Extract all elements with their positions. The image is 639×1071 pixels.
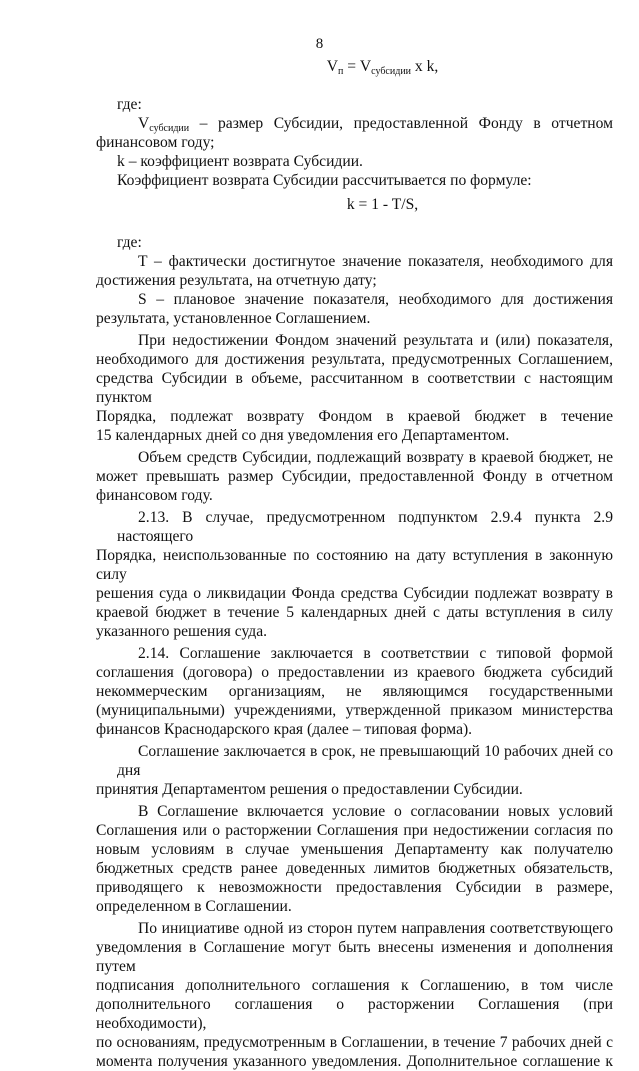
text-line: 15 календарных дней со дня уведомления его Департаментом.	[96, 427, 510, 444]
definition-t	[96, 252, 613, 290]
text-line: достижения результата, на отчетную дату;	[96, 272, 377, 289]
text-line: краевой бюджет в течение 5 календарных дней с даты вступления в силу	[96, 604, 613, 621]
text-line: принятия Департаментом решения о предоставлении Субсидии.	[96, 781, 523, 798]
text-line: приводящего к невозможности предоставления Субсидии в размере,	[96, 879, 613, 896]
text-line: соглашения (договора) о предоставлении из краевого бюджета субсидий	[96, 664, 613, 681]
definition-s	[96, 290, 613, 328]
text-line: Объем средств Субсидии, подлежащий возврату в краевой бюджет, не	[138, 449, 613, 466]
text-line: S – плановое значение показателя, необходимого для достижения	[138, 291, 613, 308]
text-line: определенном в Соглашении.	[96, 898, 292, 915]
text-line: указанного решения суда.	[96, 623, 268, 640]
where-label-1: где:	[117, 96, 142, 113]
text-line: уведомления в Соглашение могут быть внесены изменения и дополнения путем	[96, 939, 613, 975]
formula-k: k = 1 - T/S,	[346, 196, 419, 213]
paragraph-obem	[96, 448, 613, 505]
text-line: финансов Краснодарского края (далее – типовая форма).	[96, 721, 473, 738]
text-line: T – фактически достигнутое значение показателя, необходимого для	[138, 253, 613, 270]
paragraph-nondostizhenie	[96, 331, 613, 445]
text-line: При недостижении Фондом значений результата и (или) показателя,	[138, 332, 613, 349]
document-body	[96, 57, 613, 1071]
text-line: новым условиям в случае уменьшения Департаменту как получателю	[96, 841, 613, 858]
paragraph-2-13	[96, 508, 613, 641]
text-line: В Соглашение включается условие о согласовании новых условий	[138, 803, 613, 820]
text-line: Соглашения или о расторжении Соглашения при недостижении согласия по	[96, 822, 613, 839]
text-line: по основаниям, предусмотренным в Соглашении, в течение 7 рабочих дней с	[96, 1034, 613, 1051]
formula-vp: $V_п = V_{субсидии}$ x k,	[326, 58, 439, 77]
paragraph-initsiativa	[96, 919, 613, 1071]
text-line: момента получения указанного уведомления. Дополнительное соглашение к	[96, 1053, 613, 1070]
text-line: дополнительного соглашения о расторжении Соглашения (при необходимости),	[96, 996, 613, 1032]
where-label-2: где:	[117, 234, 142, 251]
text-line: Порядка, неиспользованные по состоянию на дату вступления в законную силу	[96, 547, 613, 583]
text-line: 2.14. Соглашение заключается в соответствии с типовой формой	[138, 645, 613, 662]
text-line: Соглашение заключается в срок, не превышающий 10 рабочих дней со дня	[117, 743, 613, 779]
text-line: подписания дополнительного соглашения к Соглашению, в том числе	[96, 977, 613, 994]
coefficient-intro: Коэффициент возврата Субсидии рассчитывается по формуле:	[117, 172, 532, 189]
text-line: некоммерческим организациям, не являющимся государственными	[96, 683, 613, 700]
paragraph-srok	[96, 742, 613, 799]
text-line: решения суда о ликвидации Фонда средства Субсидии подлежат возврату в	[96, 585, 613, 602]
text-line: 2.13. В случае, предусмотренном подпунктом 2.9.4 пункта 2.9 настоящего	[117, 509, 613, 545]
text-line: По инициативе одной из сторон путем направления соответствующего	[138, 920, 613, 937]
definition-v	[96, 114, 613, 152]
text-line: бюджетных средств ранее доведенных лимитов бюджетных обязательств,	[96, 860, 613, 877]
definition-v-line-2: финансовом году;	[96, 134, 215, 151]
text-line: может превышать размер Субсидии, предоставленной Фонду в отчетном	[96, 468, 613, 485]
paragraph-vklyuchaetsya	[96, 802, 613, 916]
text-line: средства Субсидии в объеме, рассчитанном в соответствии с настоящим пунктом	[96, 370, 613, 406]
page-number: 8	[315, 36, 324, 52]
text-line: финансовом году.	[96, 487, 213, 504]
text-line: необходимого для достижения результата, предусмотренных Соглашением,	[96, 351, 613, 368]
definition-v-line-1: $V_{субсидии}$ – размер Субсидии, предоставленной Фонду в отчетном	[138, 115, 613, 134]
paragraph-2-14	[96, 644, 613, 739]
text-line: результата, установленное Соглашением.	[96, 310, 371, 327]
definition-k: k – коэффициент возврата Субсидии.	[117, 153, 363, 170]
text-line: (муниципальными) учреждениями, утвержденной приказом министерства	[96, 702, 613, 719]
text-line: Порядка, подлежат возврату Фондом в краевой бюджет в течение	[96, 408, 613, 425]
